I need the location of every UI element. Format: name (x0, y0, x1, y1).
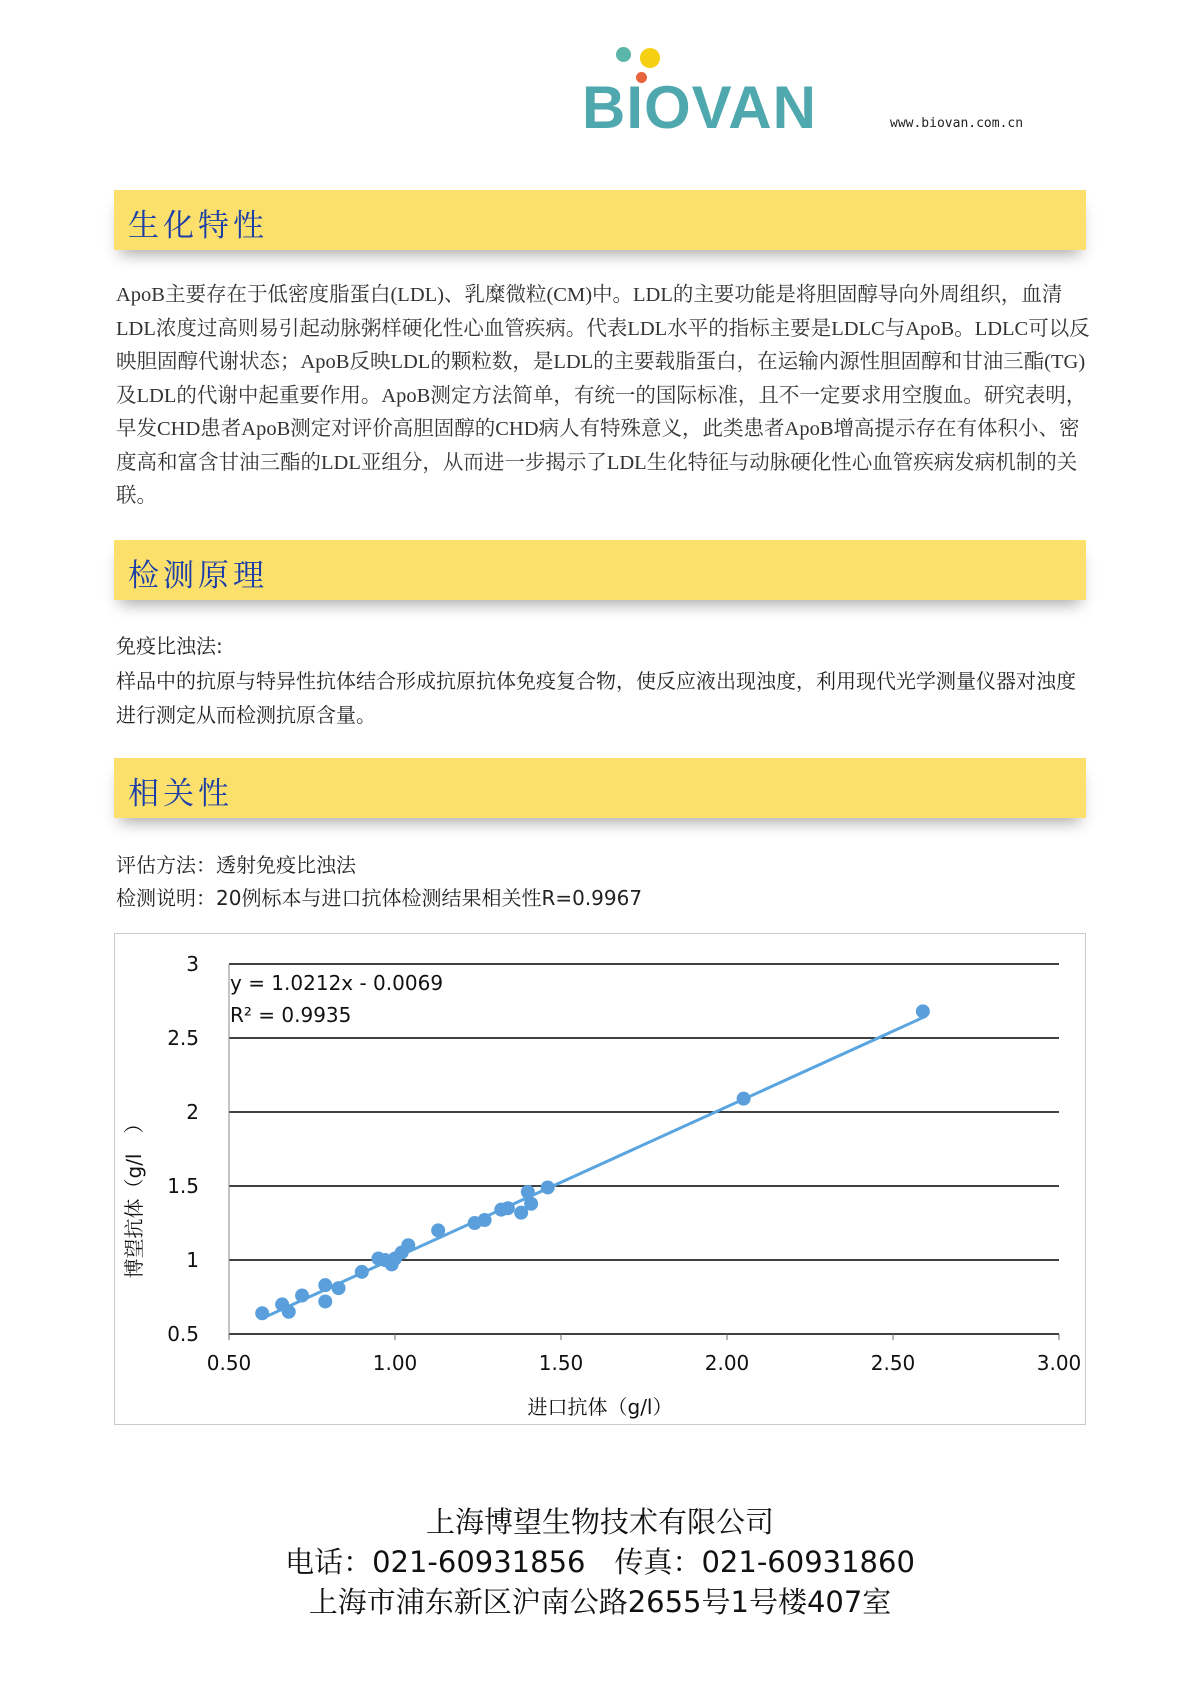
y-axis-label: 博望抗体（g/l ） (122, 1113, 146, 1279)
data-point (318, 1294, 332, 1308)
footer-company: 上海博望生物技术有限公司 (425, 1505, 774, 1539)
section-title-biochem: 生化特性 (128, 208, 268, 244)
footer-contact: 电话：021-60931856 传真：021-60931860 (285, 1545, 915, 1579)
data-point (478, 1213, 492, 1227)
x-tick-label: 2.00 (704, 1351, 750, 1375)
website-url: www.biovan.com.cn (890, 116, 1024, 131)
detection-note: 检测说明：20例标本与进口抗体检测结果相关性R=0.9967 (116, 886, 643, 910)
footer-address: 上海市浦东新区沪南公路2655号1号楼407室 (308, 1585, 892, 1619)
trendline-equation: y = 1.0212x - 0.0069 (230, 971, 444, 995)
data-point (541, 1180, 555, 1194)
correlation-chart-svg (115, 934, 1085, 1424)
x-tick-label: 2.50 (870, 1351, 916, 1375)
section-header-biochem (114, 190, 1086, 250)
logo-wordmark: BIOVAN (582, 74, 817, 141)
y-tick-label: 2.5 (167, 1026, 199, 1050)
section-header-principle (114, 540, 1086, 600)
y-tick-label: 1 (186, 1248, 199, 1272)
section-title-correlation: 相关性 (128, 776, 233, 812)
x-tick-label: 1.50 (538, 1351, 584, 1375)
data-point (521, 1185, 535, 1199)
logo-dot-yellow (640, 48, 660, 68)
section-header-correlation (114, 758, 1086, 818)
x-tick-label: 3.00 (1036, 1351, 1082, 1375)
data-point (332, 1281, 346, 1295)
r-squared-label: R² = 0.9935 (230, 1003, 352, 1027)
data-point (524, 1197, 538, 1211)
data-point (355, 1265, 369, 1279)
section-title-principle: 检测原理 (128, 558, 268, 594)
logo-dot-green (616, 47, 631, 62)
data-point (295, 1289, 309, 1303)
principle-method: 免疫比浊法: (116, 634, 223, 658)
data-point (916, 1004, 930, 1018)
data-point (501, 1201, 515, 1215)
y-tick-label: 1.5 (167, 1174, 199, 1198)
biochem-paragraph: ApoB主要存在于低密度脂蛋白(LDL)、乳糜微粒(CM)中。LDL的主要功能是将胆固醇导向外周组织，血清LDL浓度过高则易引起动脉粥样硬化性心血管疾病。代表LDL水平的指标主要是LDLC与ApoB。LDLC可以反映胆固醇代谢状态；ApoB反映LDL的颗粒数，是LDL的主要载脂蛋白，在运输内源性胆固醇和甘油三酯(TG)及LDL的代谢中起重要作用。ApoB测定方法简单，有统一的国际标准，且不一定要求用空腹血。研究表明，早发CHD患者ApoB测定对评价高胆固醇的CHD病人有特殊意义，此类患者ApoB增高提示存在有体积小、密度高和富含甘油三酯的LDL亚组分，从而进一步揭示了LDL生化特征与动脉硬化性心血管疾病发病机制的关联。 (116, 284, 1090, 507)
data-point (401, 1238, 415, 1252)
x-tick-label: 0.50 (206, 1351, 252, 1375)
biovan-logo (582, 40, 862, 140)
data-point (282, 1305, 296, 1319)
eval-method: 评估方法：透射免疫比浊法 (116, 853, 356, 877)
y-tick-label: 3 (186, 952, 199, 976)
y-tick-label: 0.5 (167, 1322, 199, 1346)
correlation-chart (114, 933, 1086, 1425)
data-point (318, 1278, 332, 1292)
y-tick-label: 2 (186, 1100, 199, 1124)
x-tick-label: 1.00 (372, 1351, 418, 1375)
data-point (737, 1092, 751, 1106)
data-point (431, 1223, 445, 1237)
x-axis-label: 进口抗体（g/l） (527, 1395, 673, 1419)
principle-description: 样品中的抗原与特异性抗体结合形成抗原抗体免疫复合物，使反应液出现浊度，利用现代光学测量仪器对浊度进行测定从而检测抗原含量。 (116, 669, 1076, 727)
data-point (255, 1306, 269, 1320)
